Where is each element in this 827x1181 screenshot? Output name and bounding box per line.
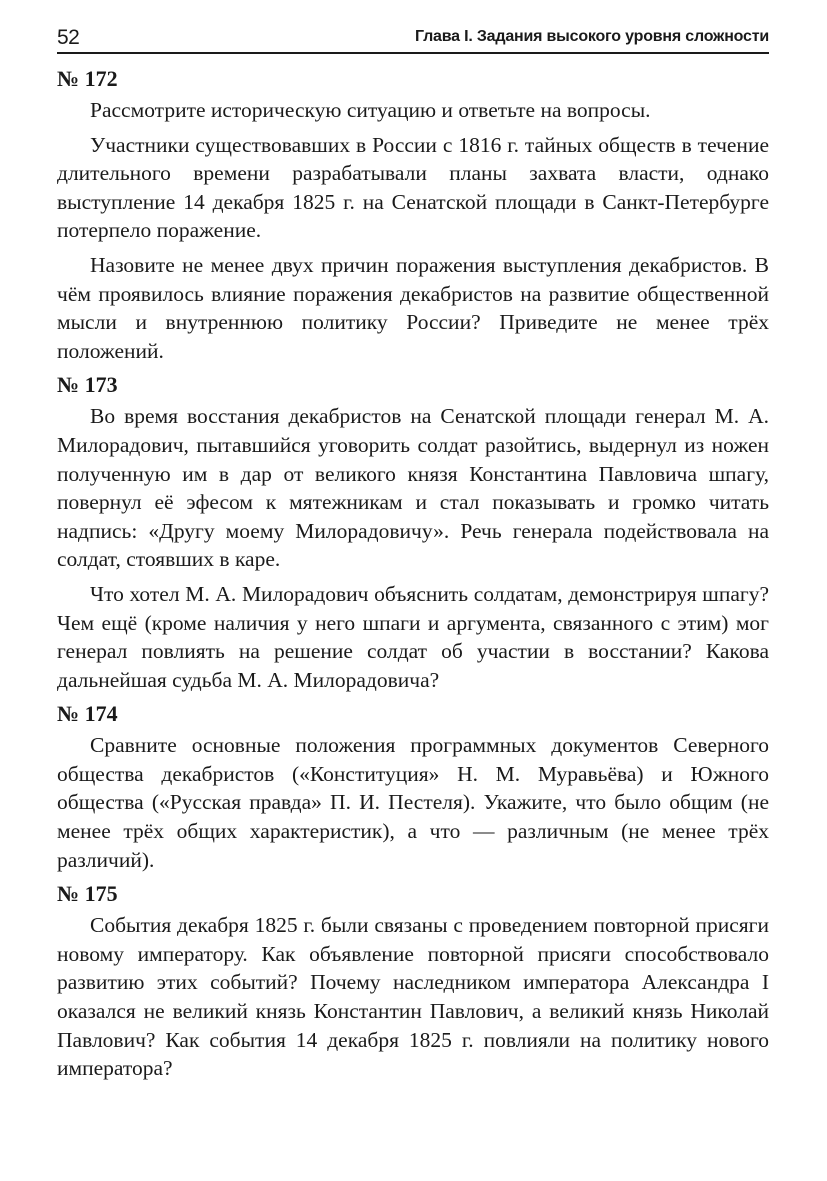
chapter-title: Глава I. Задания высокого уровня сложности	[415, 28, 769, 45]
task-number: № 174	[57, 701, 118, 727]
task-paragraph: Участники существовавших в России с 1816 г. тайных обществ в течение длительного времени разрабатывали планы захвата власти, однако выступление 14 декабря 1825 г. на Сенатской площади в Санкт-Петербурге потерпело поражение.	[57, 132, 769, 243]
task-number: № 175	[57, 881, 118, 907]
task-paragraph: Сравните основные положения программных документов Северного общества декабристов («Конституция» Н. М. Муравьёва) и Южного общества («Русская правда» П. И. Пестеля). Укажите, что было общим (не менее трёх общих характеристик), а что — различным (не менее трёх различий).	[57, 733, 769, 872]
page-number: 52	[57, 26, 80, 49]
task-173	[57, 370, 769, 694]
task-paragraph: Рассмотрите историческую ситуацию и ответьте на вопросы.	[90, 98, 651, 122]
task-number: № 172	[57, 66, 118, 91]
page-content	[57, 64, 769, 1088]
task-number: № 173	[57, 372, 118, 398]
running-header	[57, 22, 769, 54]
task-paragraph: Назовите не менее двух причин поражения выступления декабристов. В чём проявилось влияние поражения декабристов на развитие общественной мысли и внутреннюю политику России? Приведите не менее трёх положений.	[57, 252, 769, 363]
task-paragraph: Во время восстания декабристов на Сенатской площади генерал М. А. Милорадович, пытавшийся уговорить солдат разойтись, выдернул из ножен полученную им в дар от великого князя Константина Павловича шпагу, повернул её эфесом к мятежникам и стал показывать и громко читать надпись: «Другу моему Милорадовичу». Речь генерала подействовала на солдат, стоявших в каре.	[57, 404, 769, 572]
task-paragraph: События декабря 1825 г. были связаны с проведением повторной присяги новому императору. Как объявление повторной присяги способствовало развитию этих событий? Почему наследником императора Александра I оказался не великий князь Константин Павлович, а великий князь Николай Павлович? Как события 14 декабря 1825 г. повлияли на политику нового императора?	[57, 913, 769, 1081]
task-174	[57, 699, 769, 874]
task-172	[57, 64, 769, 365]
task-paragraph: Что хотел М. А. Милорадович объяснить солдатам, демонстрируя шпагу? Чем ещё (кроме наличия у него шпаги и аргумента, связанного с этим) мог генерал повлиять на решение солдат об участии в восстании? Какова дальнейшая судьба М. А. Милорадовича?	[57, 581, 769, 692]
task-175	[57, 879, 769, 1083]
